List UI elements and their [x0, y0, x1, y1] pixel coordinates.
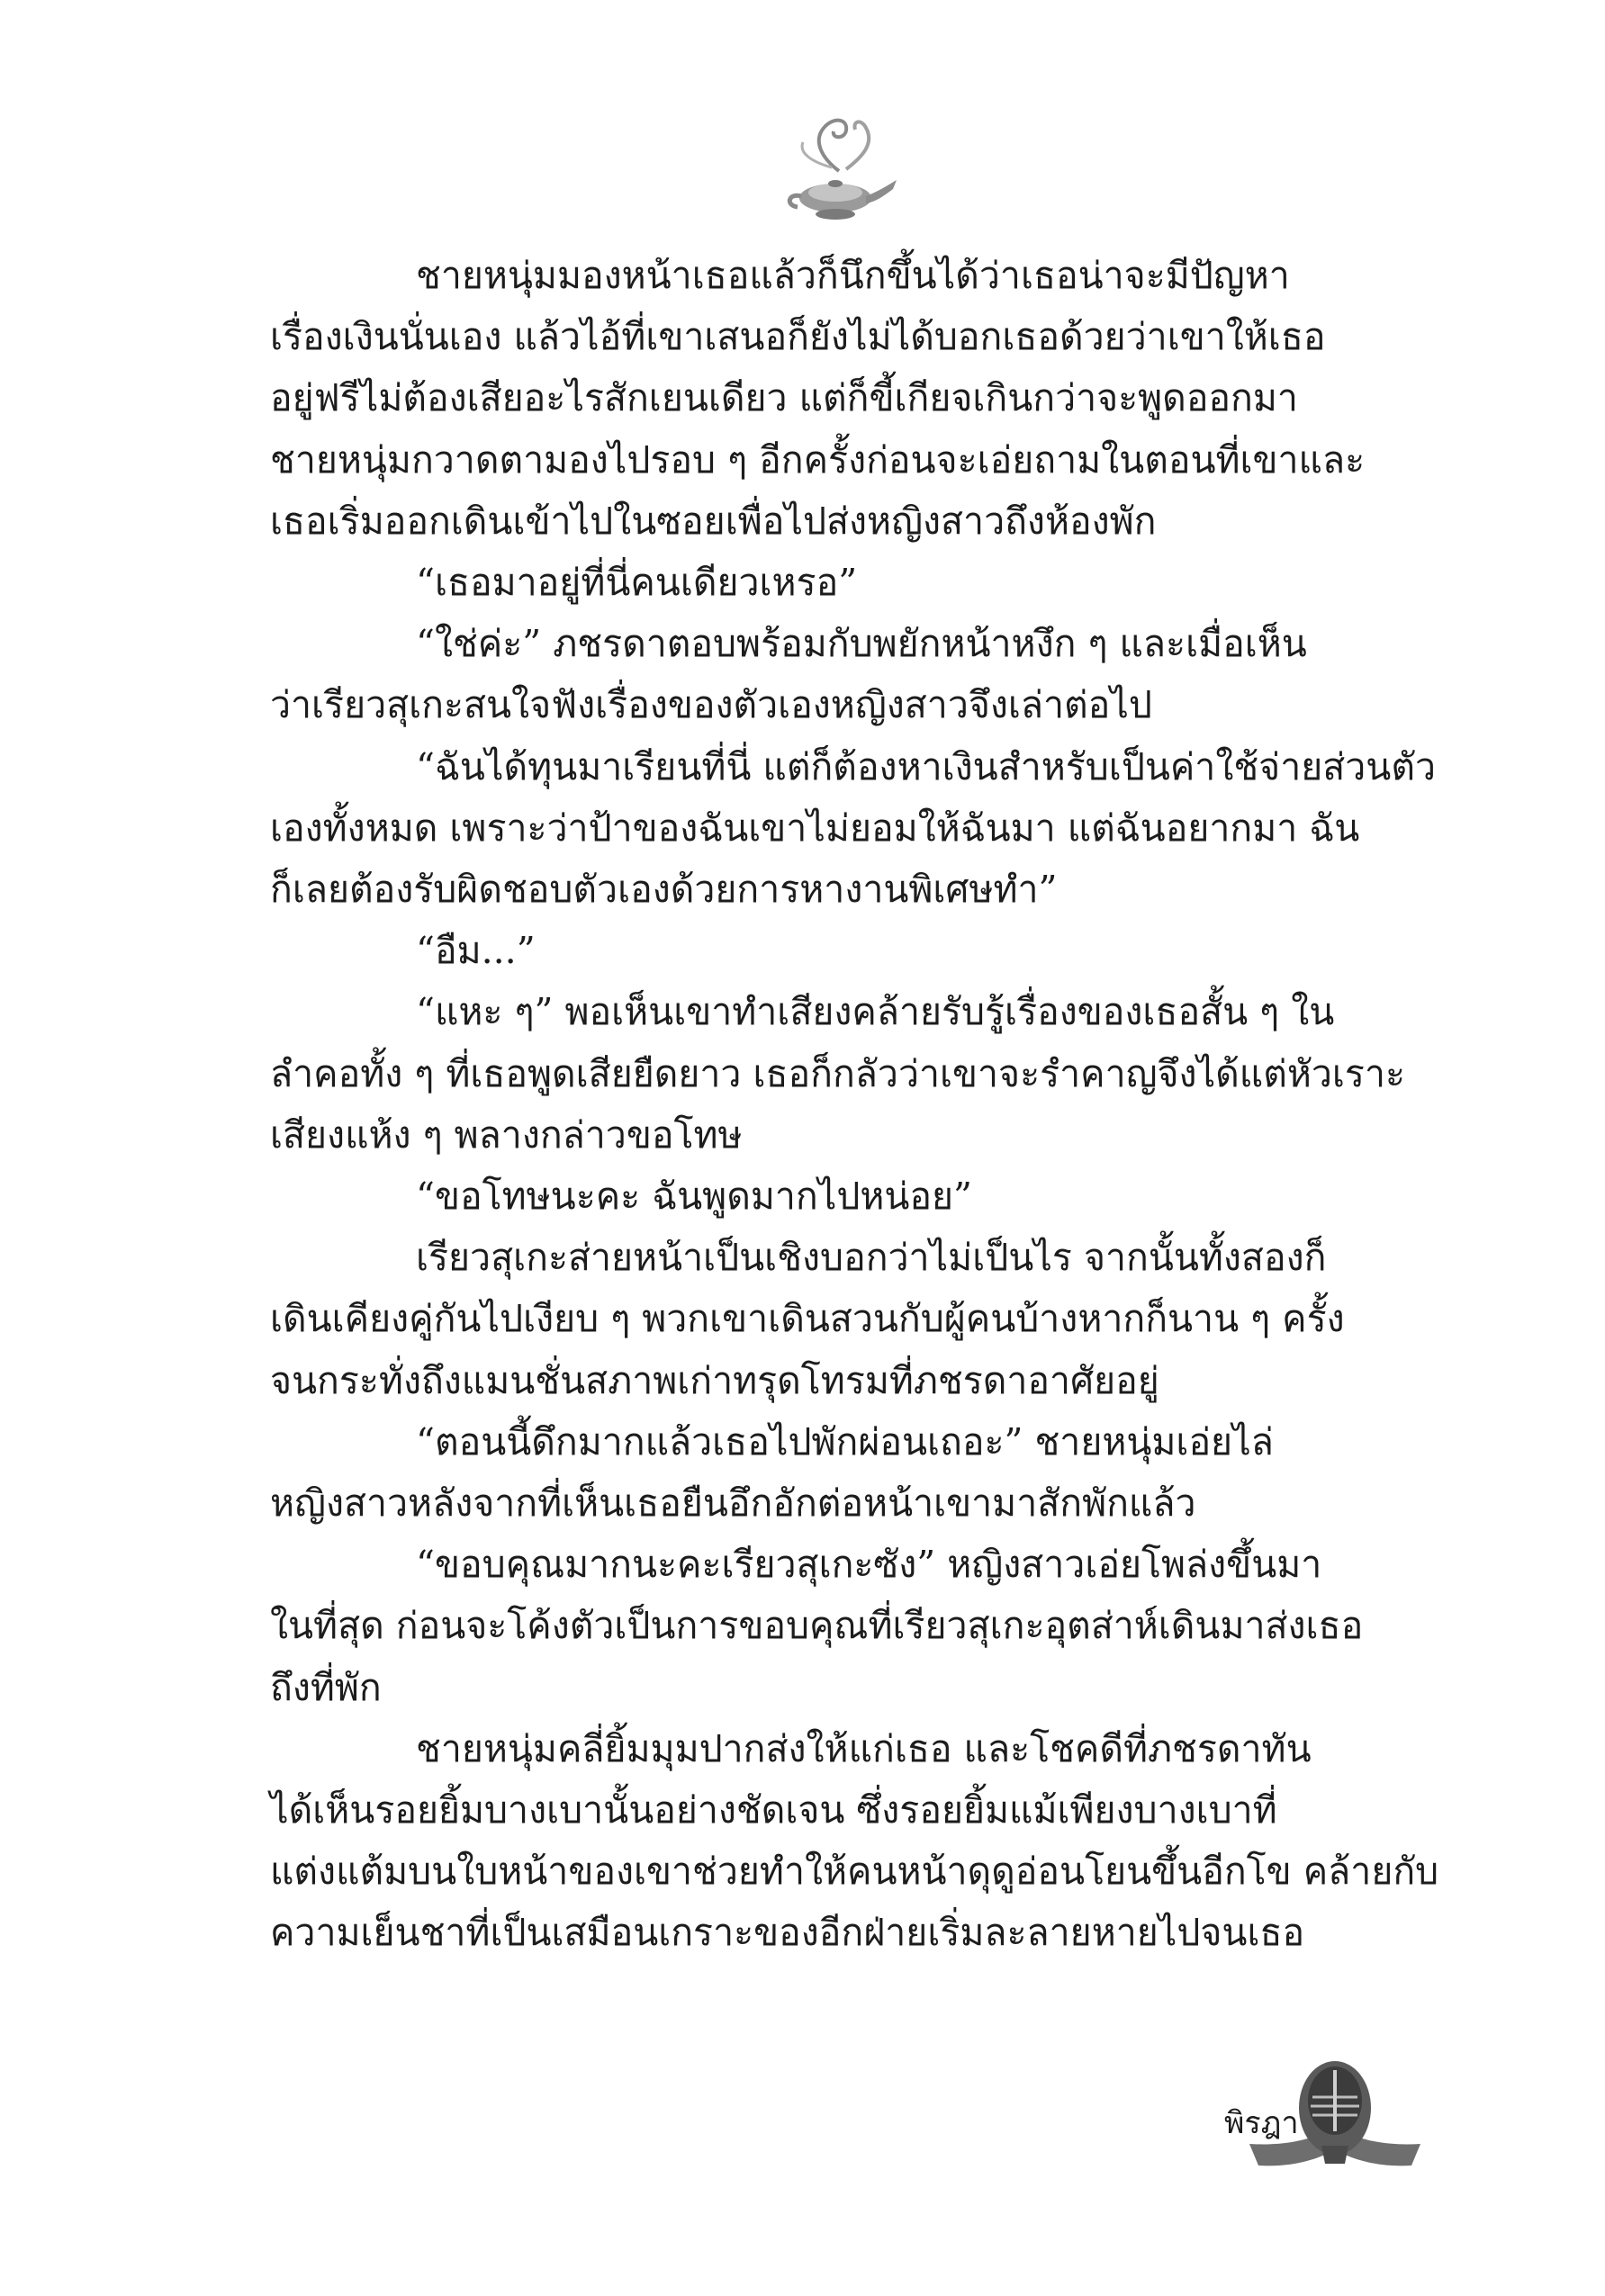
paragraph-line: ลำคอทั้ง ๆ ที่เธอพูดเสียยืดยาว เธอก็กลัวว่าเขาจะรำคาญจึงได้แต่หัวเราะ — [270, 1051, 1405, 1095]
paragraph-line: หญิงสาวหลังจากที่เห็นเธอยืนอึกอักต่อหน้าเขามาสักพักแล้ว — [270, 1481, 1196, 1526]
paragraph-line: เรื่องเงินนั่นเอง แล้วไอ้ที่เขาเสนอก็ยังไม่ได้บอกเธอด้วยว่าเขาให้เธอ — [270, 315, 1326, 359]
paragraph-line: อยู่ฟรีไม่ต้องเสียอะไรสักเยนเดียว แต่ก็ขี้เกียจเกินกว่าจะพูดออกมา — [270, 376, 1298, 420]
paragraph-line: เองทั้งหมด เพราะว่าป้าของฉันเขาไม่ยอมให้ฉันมา แต่ฉันอยากมา ฉัน — [270, 806, 1360, 850]
paragraph-line: “ฉันได้ทุนมาเรียนที่นี่ แต่ก็ต้องหาเงินสำหรับเป็นค่าใช้จ่ายส่วนตัว — [416, 744, 1436, 788]
paragraph-line: ในที่สุด ก่อนจะโค้งตัวเป็นการขอบคุณที่เรียวสุเกะอุตส่าห์เดินมาส่งเธอ — [270, 1604, 1364, 1648]
paragraph-line: เสียงแห้ง ๆ พลางกล่าวขอโทษ — [270, 1112, 743, 1157]
paragraph-line: ว่าเรียวสุเกะสนใจฟังเรื่องของตัวเองหญิงสาวจึงเล่าต่อไป — [270, 683, 1152, 727]
lamp-icon — [776, 108, 902, 225]
paragraph-line: ชายหนุ่มกวาดตามองไปรอบ ๆ อีกครั้งก่อนจะเอ่ยถามในตอนที่เขาและ — [270, 437, 1366, 482]
story-text — [270, 245, 1439, 1964]
paragraph-line: จนกระทั่งถึงแมนชั่นสภาพเก่าทรุดโทรมที่ภชรดาอาศัยอยู่ — [270, 1358, 1159, 1402]
footer-author: พิรฎา — [1224, 2105, 1299, 2141]
paragraph-line: ก็เลยต้องรับผิดชอบตัวเองด้วยการหางานพิเศษทำ” — [270, 868, 1058, 912]
paragraph-line: “ตอนนี้ดึกมากแล้วเธอไปพักผ่อนเถอะ” ชายหนุ่มเอ่ยไล่ — [416, 1419, 1274, 1463]
paragraph-line: ถึงที่พัก — [270, 1665, 382, 1709]
paragraph-line: เรียวสุเกะส่ายหน้าเป็นเชิงบอกว่าไม่เป็นไร จากนั้นทั้งสองก็ — [416, 1236, 1327, 1280]
paragraph-line: เธอเริ่มออกเดินเข้าไปในซอยเพื่อไปส่งหญิงสาวถึงห้องพัก — [270, 499, 1157, 543]
paragraph-line: “เธอมาอยู่ที่นี่คนเดียวเหรอ” — [416, 561, 858, 605]
paragraph-line: ชายหนุ่มมองหน้าเธอแล้วก็นึกขึ้นได้ว่าเธอน่าจะมีปัญหา — [416, 254, 1290, 297]
paragraph-line: “อืม...” — [416, 929, 536, 973]
paragraph-line: “แหะ ๆ” พอเห็นเขาทำเสียงคล้ายรับรู้เรื่องของเธอสั้น ๆ ใน — [416, 990, 1335, 1034]
paragraph-line: เดินเคียงคู่กันไปเงียบ ๆ พวกเขาเดินสวนกับผู้คนบ้างหากก็นาน ๆ ครั้ง — [270, 1297, 1345, 1341]
kendo-mask-icon — [1231, 2045, 1438, 2193]
paragraph-line: “ขอโทษนะคะ ฉันพูดมากไปหน่อย” — [416, 1175, 973, 1219]
paragraph-line: แต่งแต้มบนใบหน้าของเขาช่วยทำให้คนหน้าดุดูอ่อนโยนขึ้นอีกโข คล้ายกับ — [270, 1850, 1439, 1894]
paragraph-line: “ใช่ค่ะ” ภชรดาตอบพร้อมกับพยักหน้าหงึก ๆ และเมื่อเห็น — [416, 622, 1307, 666]
paragraph-line: ชายหนุ่มคลี่ยิ้มมุมปากส่งให้แก่เธอ และโชคดีที่ภชรดาทัน — [416, 1726, 1312, 1770]
paragraph-line: ได้เห็นรอยยิ้มบางเบานั้นอย่างชัดเจน ซึ่งรอยยิ้มแม้เพียงบางเบาที่ — [270, 1788, 1277, 1832]
paragraph-line: ความเย็นชาที่เป็นเสมือนเกราะของอีกฝ่ายเริ่มละลายหายไปจนเธอ — [270, 1911, 1305, 1955]
paragraph-line: “ขอบคุณมากนะคะเรียวสุเกะซัง” หญิงสาวเอ่ยโพล่งขึ้นมา — [416, 1543, 1322, 1587]
